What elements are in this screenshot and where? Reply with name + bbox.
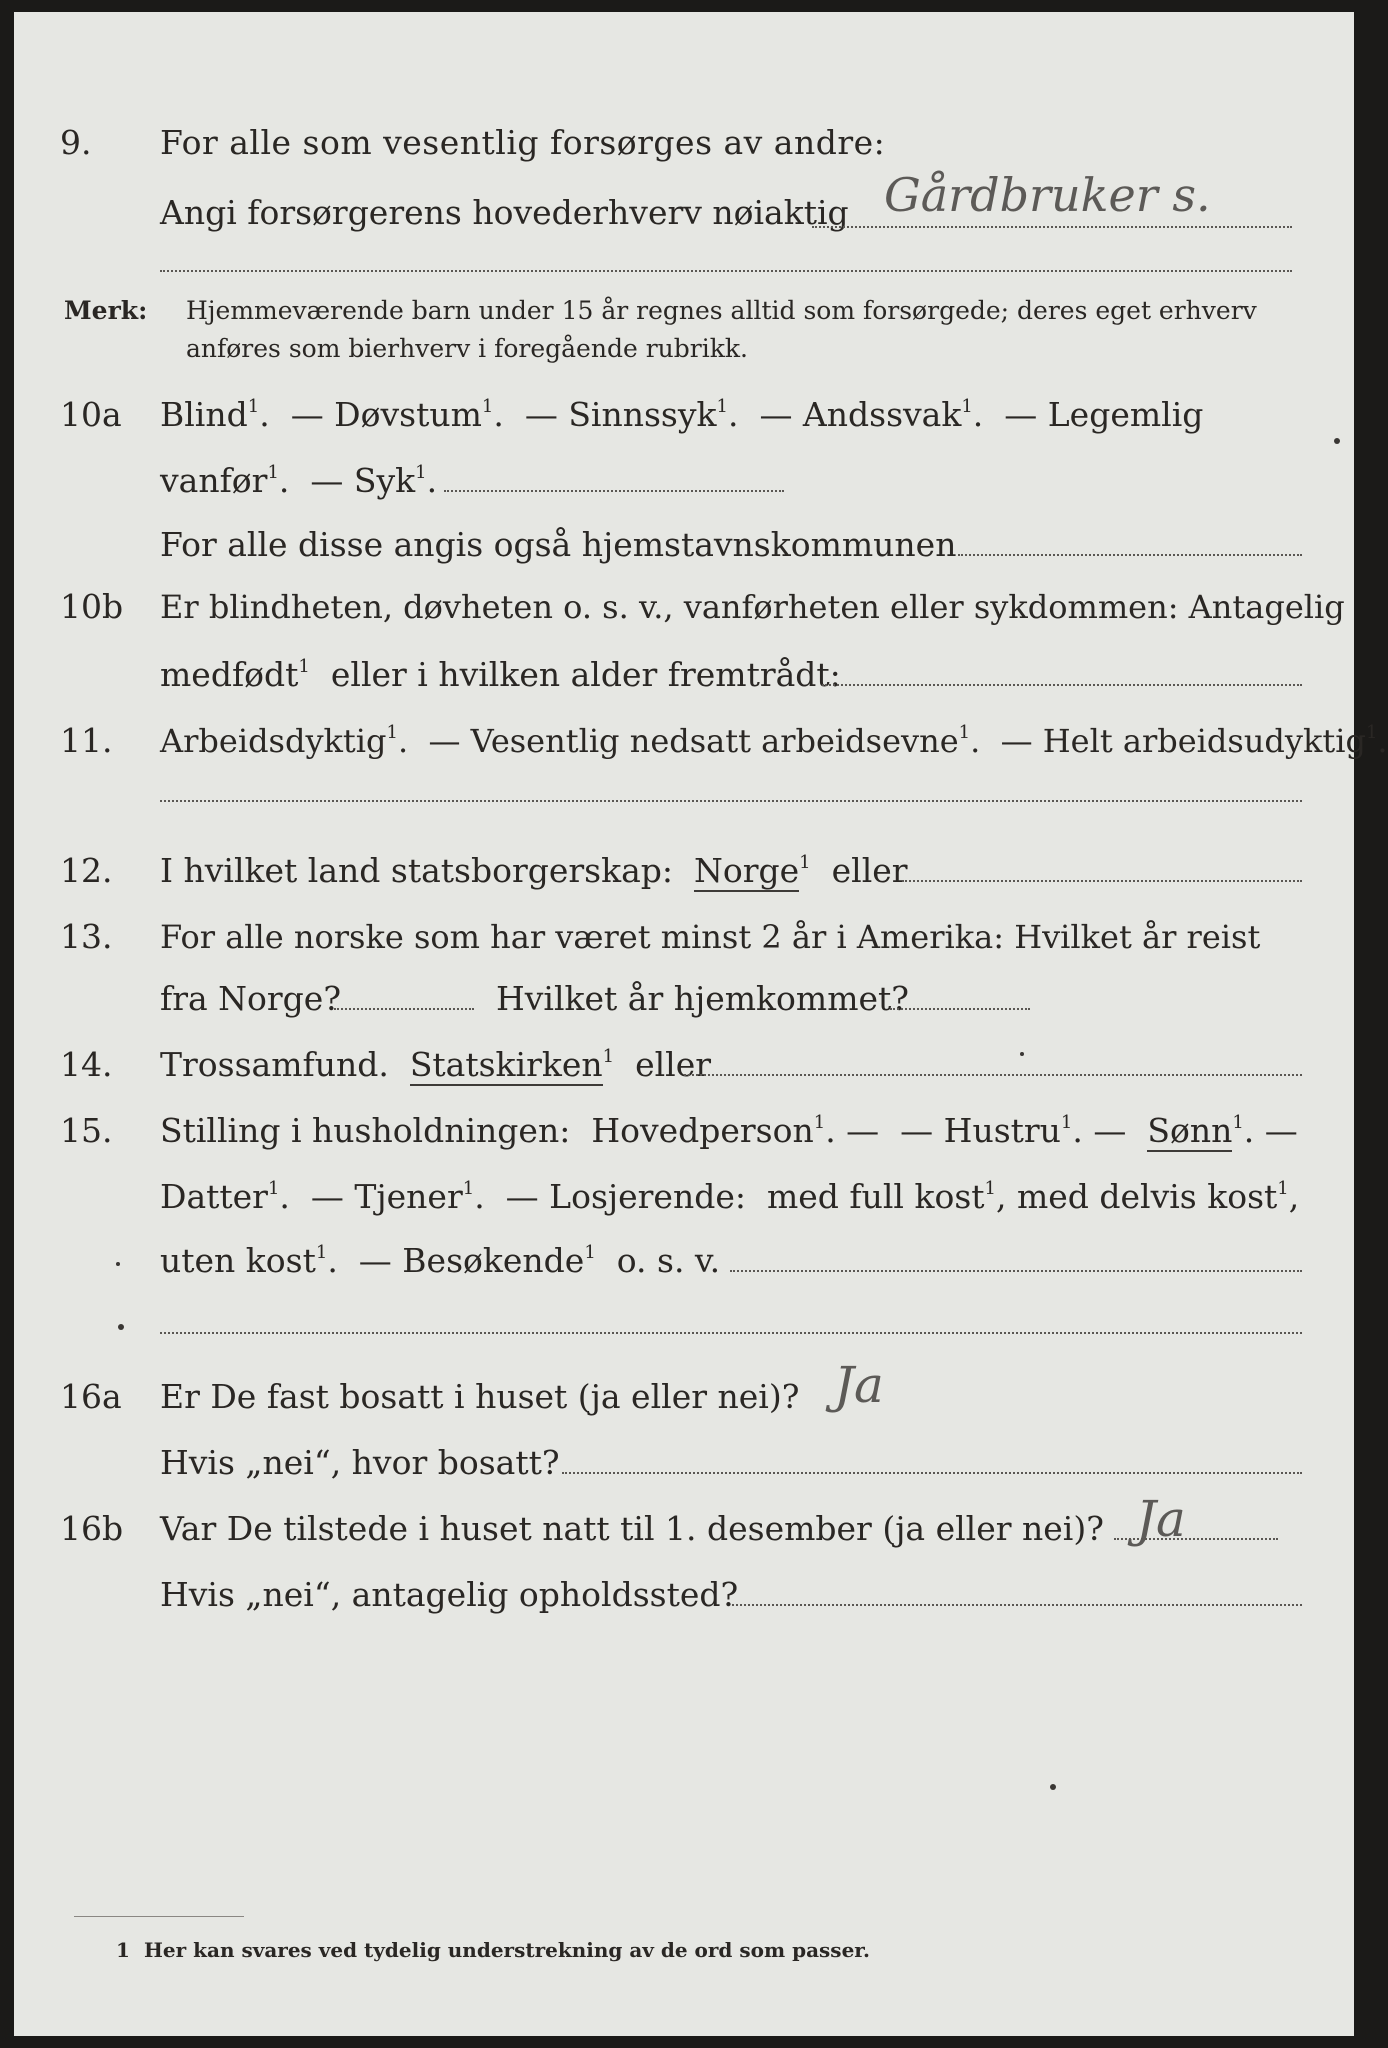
q9-question: For alle som vesentlig forsørges av andre: <box>160 123 886 162</box>
q10b-line1 <box>14 584 1354 630</box>
option-tjener: — Tjener <box>310 1177 463 1216</box>
option-full-kost: med full kost <box>766 1177 985 1216</box>
q11-extra-line <box>160 800 1302 802</box>
q16b-whereabouts-prompt: Hvis „nei“, antagelig opholdssted? <box>160 1575 739 1614</box>
option-sinnssyk: — Sinnssyk <box>524 395 717 434</box>
q10b-answer-line <box>822 684 1302 686</box>
q16b-handwritten-answer: Ja <box>1136 1490 1186 1548</box>
q12-question: I hvilket land statsborgerskap: <box>160 851 674 890</box>
q13-line2 <box>14 976 1354 1022</box>
q10a-line3 <box>14 522 1354 568</box>
q15-line3: uten kost$^1$. — Besøkende$^1$ o. s. v. <box>160 1241 721 1280</box>
option-nedsatt-arbeidsevne: — Vesentlig nedsatt arbeidsevne <box>428 722 959 760</box>
q9-handwritten-answer: Gårdbruker s. <box>884 168 1211 222</box>
ink-dot <box>118 1324 124 1330</box>
q15-answer-line <box>730 1270 1302 1272</box>
q16a-answer-line <box>562 1472 1302 1474</box>
q9-number: 9. <box>60 123 92 162</box>
q9-line1 <box>14 120 1354 166</box>
q9-extra-line <box>160 270 1292 272</box>
q16a-question: Er De fast bosatt i huset (ja eller nei)? <box>160 1377 800 1416</box>
q10a-line1: 10a Blind$^1$. — Døvstum$^1$. — Sinnssyk$^1$. — Andssvak$^1$. — Legemlig <box>14 392 1354 438</box>
q11-line: 11. Arbeidsdyktig$^1$. — Vesentlig nedsatt arbeidsevne$^1$. — Helt arbeidsudyktig$^1$. <box>14 718 1354 764</box>
option-datter: Datter <box>160 1177 268 1216</box>
option-hustru: — Hustru <box>900 1111 1061 1150</box>
census-form-page <box>14 12 1388 2036</box>
q12-eller: eller <box>831 851 908 890</box>
q15-question: Stilling i husholdningen: <box>160 1111 571 1150</box>
q16a-line1 <box>14 1374 1354 1420</box>
footnote-mark: 1 <box>116 1938 130 1962</box>
option-sonn-underlined: Sønn <box>1147 1111 1233 1150</box>
q13-question: For alle norske som har været minst 2 år i Amerika: Hvilket år reist <box>160 918 1261 956</box>
option-legemlig: — Legemlig <box>1004 395 1204 434</box>
q16b-answer-line <box>1114 1538 1278 1540</box>
option-delvis-kost: , med delvis kost <box>995 1177 1278 1216</box>
q16b-whereabouts-line <box>732 1604 1302 1606</box>
option-arbeidsdyktig: Arbeidsdyktig <box>160 722 387 760</box>
q12-number: 12. <box>60 851 113 890</box>
merk-label: Merk: <box>64 296 148 325</box>
q10b-line2: medfødt$^1$ eller i hvilken alder fremtrådt: <box>160 655 841 694</box>
q14-answer-line <box>684 1074 1302 1076</box>
q11-number: 11. <box>60 721 113 760</box>
q10b-question: Er blindheten, døvheten o. s. v., vanførheten eller sykdommen: Antagelig <box>160 588 1345 626</box>
merk-note-line2: anføres som bierhverv i foregående rubrikk. <box>186 334 748 363</box>
q9-occupation-prompt: Angi forsørgerens hovederhverv nøiaktig <box>160 193 849 232</box>
q16b-number: 16b <box>60 1509 124 1548</box>
q15-line2: Datter$^1$. — Tjener$^1$. — Losjerende: med full kost$^1$, med delvis kost$^1$, <box>160 1177 1300 1216</box>
option-losjerende: — Losjerende: <box>505 1177 746 1216</box>
q16a-line2 <box>14 1440 1354 1486</box>
merk-note-line1: Hjemmeværende barn under 15 år regnes alltid som forsørgede; deres eget erhverv <box>186 296 1257 325</box>
option-besokende: — Besøkende <box>358 1241 585 1280</box>
ink-dot <box>1050 1784 1056 1790</box>
q10a-home-municipality-prompt: For alle disse angis også hjemstavnskommunen <box>160 525 957 564</box>
q13-departure-prompt: fra Norge? <box>160 979 342 1018</box>
q12-line: 12. I hvilket land statsborgerskap: Norge$^1$ eller <box>14 848 1354 894</box>
ink-dot <box>116 1262 120 1266</box>
q10a-number: 10a <box>60 395 122 434</box>
q16a-residence-prompt: Hvis „nei“, hvor bosatt? <box>160 1443 560 1482</box>
footnote-rule <box>74 1916 244 1917</box>
option-dovstum: — Døvstum <box>290 395 482 434</box>
option-syk: — Syk <box>310 461 416 500</box>
q14-eller: eller <box>635 1045 712 1084</box>
q14-line: 14. Trossamfund. Statskirken$^1$ eller <box>14 1042 1354 1088</box>
q10a-municipality-line <box>958 554 1302 556</box>
q12-answer-line <box>902 880 1302 882</box>
option-arbeidsudyktig: — Helt arbeidsudyktig <box>1000 722 1366 760</box>
q16b-question: Var De tilstede i huset natt til 1. desember (ja eller nei)? <box>160 1509 1104 1548</box>
q13-line1 <box>14 914 1354 960</box>
footnote-text: Her kan svares ved tydelig understrekning av de ord som passer. <box>144 1938 870 1962</box>
q13-departure-line <box>334 1008 474 1010</box>
q13-return-prompt: Hvilket år hjemkommet? <box>496 979 909 1018</box>
option-uten-kost: uten kost <box>160 1241 316 1280</box>
option-hovedperson: Hovedperson <box>591 1111 814 1150</box>
ink-dot <box>1020 1052 1024 1056</box>
ink-dot <box>1334 438 1340 444</box>
option-norge-underlined: Norge <box>694 851 800 890</box>
option-medfodt: medfødt <box>160 655 299 694</box>
q14-question: Trossamfund. <box>160 1045 389 1084</box>
option-andssvak: — Andssvak <box>759 395 962 434</box>
option-vanfor: vanfør <box>160 461 268 500</box>
q9-answer-line <box>812 226 1292 228</box>
q15-line1: 15. Stilling i husholdningen: Hovedperson$^1$. — — Hustru$^1$. — Sønn$^1$. — <box>14 1108 1354 1154</box>
q15-osv: o. s. v. <box>616 1241 721 1280</box>
q15-number: 15. <box>60 1111 113 1150</box>
q15-extra-line <box>160 1332 1302 1334</box>
option-blind: Blind <box>160 395 248 434</box>
q13-number: 13. <box>60 917 113 956</box>
option-statskirken-underlined: Statskirken <box>409 1045 603 1084</box>
q10a-syk-line <box>444 490 784 492</box>
q10a-line2: vanfør$^1$. — Syk$^1$. <box>160 461 438 500</box>
q14-number: 14. <box>60 1045 113 1084</box>
q13-return-line <box>890 1008 1030 1010</box>
q10b-number: 10b <box>60 587 124 626</box>
q16a-number: 16a <box>60 1377 122 1416</box>
q16b-line2 <box>14 1572 1354 1618</box>
q10b-age-prompt: eller i hvilken alder fremtrådt: <box>330 655 841 694</box>
q16a-handwritten-answer: Ja <box>834 1356 884 1414</box>
